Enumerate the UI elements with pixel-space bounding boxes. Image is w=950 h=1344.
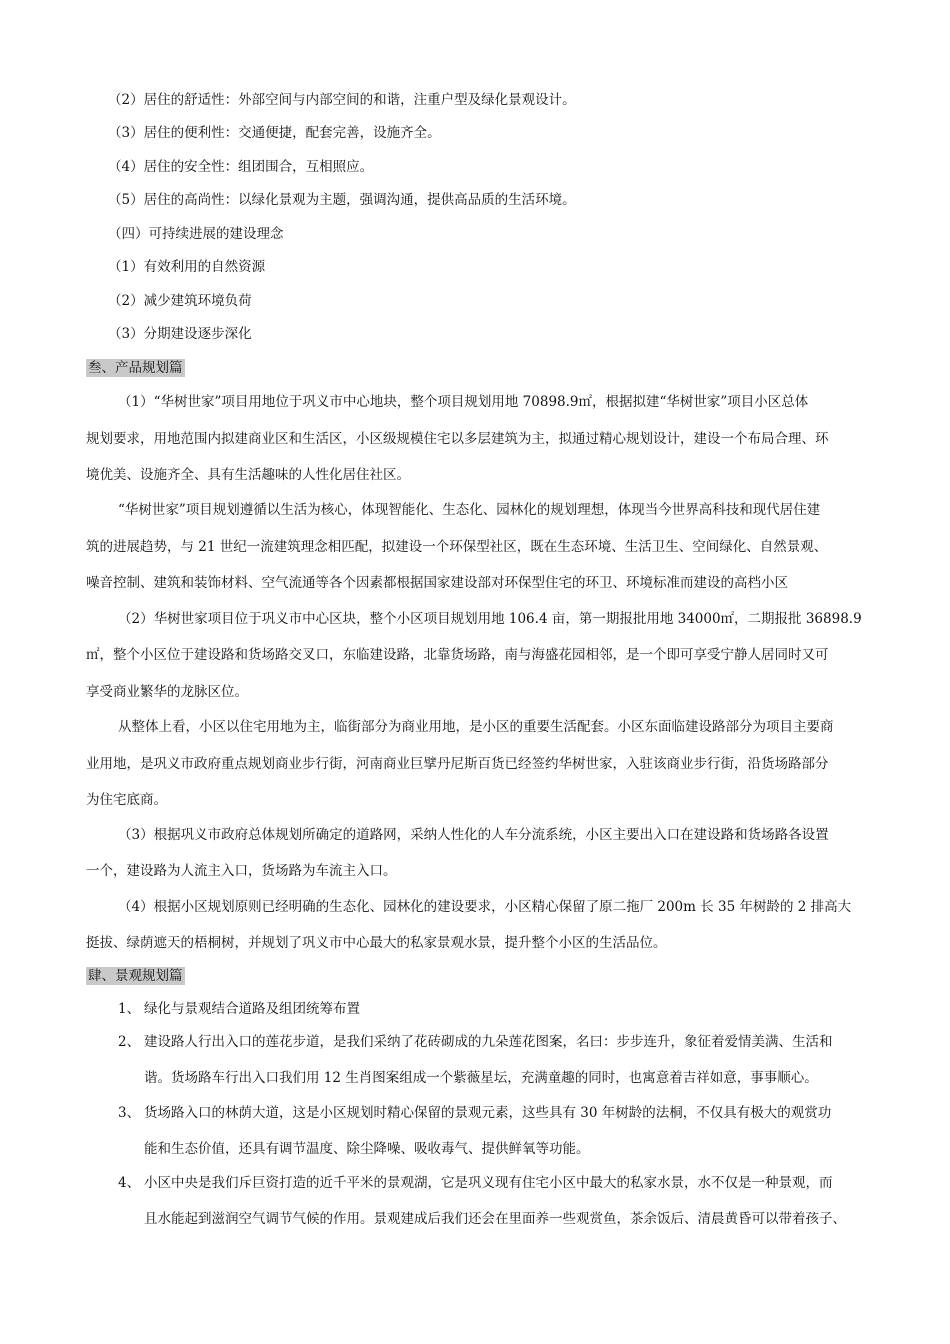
- paragraph-line: 享受商业繁华的龙脉区位。: [86, 684, 248, 700]
- list-number: 4、: [118, 1175, 141, 1191]
- list-number: 1、: [118, 1001, 141, 1017]
- paragraph-line: （2）华树世家项目位于巩义市中心区块，整个小区项目规划用地 106.4 亩，第一期报批用地 34000㎡，二期报批 36898.9: [118, 611, 862, 627]
- paragraph-line: 业用地，是巩义市政府重点规划商业步行街，河南商业巨擘丹尼斯百货已经签约华树世家，入驻该商业步行街，沿货场路部分: [86, 756, 829, 772]
- list-item-line: 小区中央是我们斥巨资打造的近千平米的景观湖，它是巩义现有住宅小区中最大的私家水景，水不仅是一种景观，而: [144, 1175, 833, 1191]
- sub-item-2: （2）减少建筑环境负荷: [108, 293, 252, 309]
- list-number: 2、: [118, 1034, 141, 1050]
- paragraph-line: （3）根据巩义市政府总体规划所确定的道路网，采纳人性化的人车分流系统，小区主要出入口在建设路和货场路各设置: [118, 827, 829, 843]
- paragraph-line: 一个，建设路为人流主入口，货场路为车流主入口。: [86, 863, 397, 879]
- paragraph-line: 噪音控制、建筑和装饰材料、空气流通等各个因素都根据国家建设部对环保型住宅的环卫、环境标准而建设的高档小区: [86, 575, 788, 591]
- paragraph-line: （1）“华树世家”项目用地位于巩义市中心地块，整个项目规划用地 70898.9㎡，根据拟建“华树世家”项目小区总体: [118, 394, 809, 410]
- section-heading-product-planning: 叁、产品规划篇: [88, 360, 183, 376]
- paragraph-line: 规划要求，用地范围内拟建商业区和生活区，小区级规模住宅以多层建筑为主，拟通过精心规划设计，建设一个布局合理、环: [86, 431, 829, 447]
- sub-heading: （四）可持续进展的建设理念: [108, 226, 284, 242]
- list-item-line: 能和生态价值，还具有调节温度、除尘降噪、吸收毒气、提供鲜氧等功能。: [144, 1141, 590, 1157]
- section-heading-landscape-planning: 肆、景观规划篇: [88, 968, 183, 984]
- list-item-line: 谐。货场路车行出入口我们用 12 生肖图案组成一个紫薇星坛，充满童趣的同时，也寓意着吉祥如意，事事顺心。: [144, 1070, 818, 1086]
- concept-item-2: （2）居住的舒适性：外部空间与内部空间的和谐，注重户型及绿化景观设计。: [108, 92, 576, 108]
- paragraph-line: 挺拔、绿荫遮天的梧桐树，并规划了巩义市中心最大的私家景观水景，提升整个小区的生活品位。: [86, 935, 667, 951]
- sub-item-1: （1）有效利用的自然资源: [108, 259, 266, 275]
- paragraph-line: 从整体上看，小区以住宅用地为主，临街部分为商业用地，是小区的重要生活配套。小区东面临建设路部分为项目主要商: [118, 719, 834, 735]
- paragraph-line: 境优美、设施齐全、具有生活趣味的人性化居住社区。: [86, 467, 410, 483]
- concept-item-4: （4）居住的安全性：组团围合，互相照应。: [108, 159, 374, 175]
- sub-item-3: （3）分期建设逐步深化: [108, 326, 252, 342]
- list-item-line: 绿化与景观结合道路及组团统筹布置: [144, 1001, 360, 1017]
- concept-item-3: （3）居住的便利性：交通便捷，配套完善，设施齐全。: [108, 125, 441, 141]
- list-item-line: 建设路人行出入口的莲花步道，是我们采纳了花砖砌成的九朵莲花图案，名曰：步步连升，象征着爱情美满、生活和: [144, 1034, 833, 1050]
- paragraph-line: “华树世家”项目规划遵循以生活为核心，体现智能化、生态化、园林化的规划理想，体现当今世界高科技和现代居住建: [118, 502, 821, 518]
- paragraph-line: （4）根据小区规划原则已经明确的生态化、园林化的建设要求，小区精心保留了原二拖厂 200m 长 35 年树龄的 2 排高大: [118, 899, 852, 915]
- paragraph-line: 筑的进展趋势，与 21 世纪一流建筑理念相匹配，拟建设一个环保型社区，既在生态环境、生活卫生、空间绿化、自然景观、: [86, 539, 828, 555]
- list-item-line: 货场路入口的林荫大道，这是小区规划时精心保留的景观元素，这些具有 30 年树龄的法桐，不仅具有极大的观赏功: [144, 1105, 832, 1121]
- paragraph-line: 为住宅底商。: [86, 792, 167, 808]
- list-item-line: 且水能起到滋润空气调节气候的作用。景观建成后我们还会在里面养一些观赏鱼，茶余饭后、清晨黄昏可以带着孩子、: [144, 1211, 846, 1227]
- paragraph-line: ㎡，整个小区位于建设路和货场路交叉口，东临建设路，北靠货场路，南与海盛花园相邻，是一个即可享受宁静人居同时又可: [86, 647, 829, 663]
- list-number: 3、: [118, 1105, 141, 1121]
- concept-item-5: （5）居住的高尚性：以绿化景观为主题，强调沟通，提供高品质的生活环境。: [108, 192, 576, 208]
